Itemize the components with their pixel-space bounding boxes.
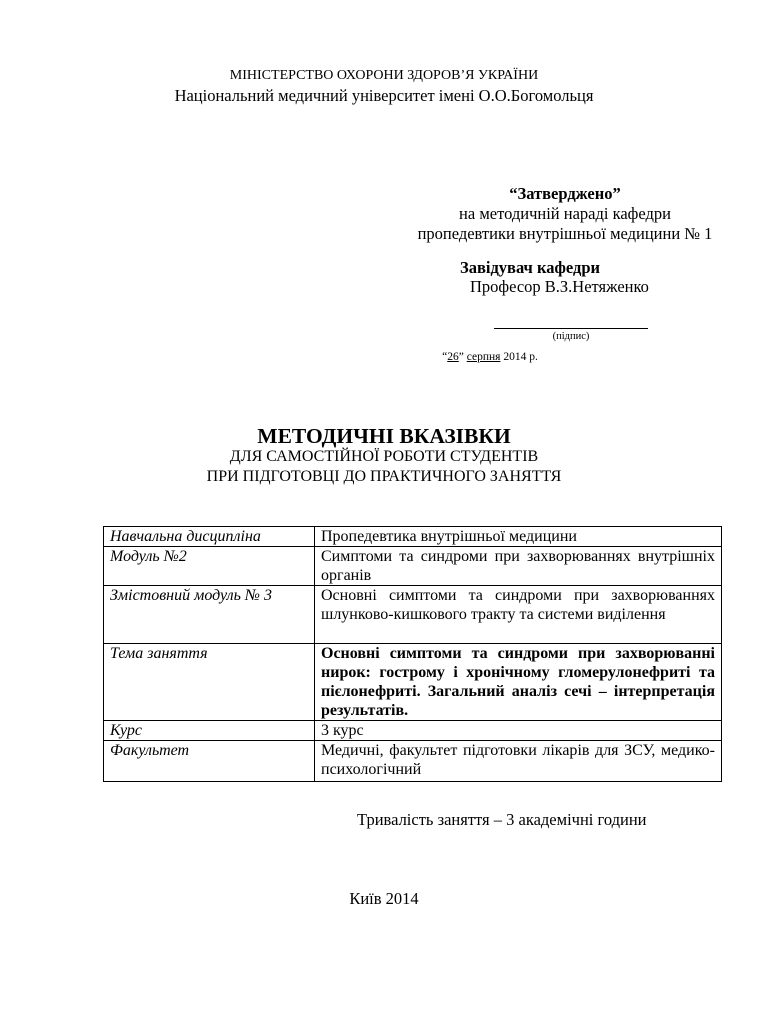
date-month: серпня xyxy=(466,351,501,363)
date-open-quote: “ xyxy=(442,351,448,363)
table-row xyxy=(104,741,722,782)
lesson-duration: Тривалість заняття – 3 академічні години xyxy=(357,810,647,829)
table-row xyxy=(104,547,722,586)
document-subtitle-2: ПРИ ПІДГОТОВЦІ ДО ПРАКТИЧНОГО ЗАНЯТТЯ xyxy=(206,468,562,485)
table-row xyxy=(104,721,722,741)
approval-line-1: на методичній нараді кафедри xyxy=(459,204,671,223)
approval-title: “Затверджено” xyxy=(509,184,621,203)
row-label: Тема заняття xyxy=(104,644,315,721)
row-value: Симптоми та синдроми при захворюваннях внутрішніх органів xyxy=(315,547,722,586)
date-day: 26 xyxy=(447,351,459,363)
table-row xyxy=(104,527,722,547)
ministry-name: МІНІСТЕРСТВО ОХОРОНИ ЗДОРОВ’Я УКРАЇНИ xyxy=(229,68,539,83)
table-row xyxy=(104,644,722,721)
head-of-department-title: Завідувач кафедри xyxy=(460,258,601,277)
document-subtitle-1: ДЛЯ САМОСТІЙНОЇ РОБОТИ СТУДЕНТІВ xyxy=(229,448,539,465)
approval-line-2: пропедевтики внутрішньої медицини № 1 xyxy=(417,224,713,243)
row-label: Курс xyxy=(104,721,315,741)
city-year: Київ 2014 xyxy=(349,889,419,908)
approval-date xyxy=(360,351,620,363)
signature-label: (підпис) xyxy=(552,331,590,342)
table-row xyxy=(104,586,722,644)
row-value: Основні симптоми та синдроми при захворюваннях шлунково-кишкового тракту та системи виділення xyxy=(315,586,722,644)
date-close-quote: ” xyxy=(458,351,467,363)
row-value: Основні симптоми та синдроми при захворюванні нирок: гострому і хронічному гломерулонефриті та пієлонефриті. Загальний аналіз сечі – інтерпретація результатів. xyxy=(315,644,722,721)
head-of-department-name: Професор В.З.Нетяженко xyxy=(470,277,649,296)
row-value: 3 курс xyxy=(315,721,722,741)
row-label: Навчальна дисципліна xyxy=(104,527,315,547)
course-info-table xyxy=(103,526,722,782)
row-value: Медичні, факультет підготовки лікарів для ЗСУ, медико-психологічний xyxy=(315,741,722,782)
signature-line xyxy=(494,328,648,329)
row-label: Змістовний модуль № 3 xyxy=(104,586,315,644)
document-title: МЕТОДИЧНІ ВКАЗІВКИ xyxy=(257,424,511,448)
row-label: Факультет xyxy=(104,741,315,782)
date-year: 2014 р. xyxy=(500,351,538,363)
row-label: Модуль №2 xyxy=(104,547,315,586)
university-name: Національний медичний університет імені О.О.Богомольця xyxy=(174,86,594,105)
row-value: Пропедевтика внутрішньої медицини xyxy=(315,527,722,547)
